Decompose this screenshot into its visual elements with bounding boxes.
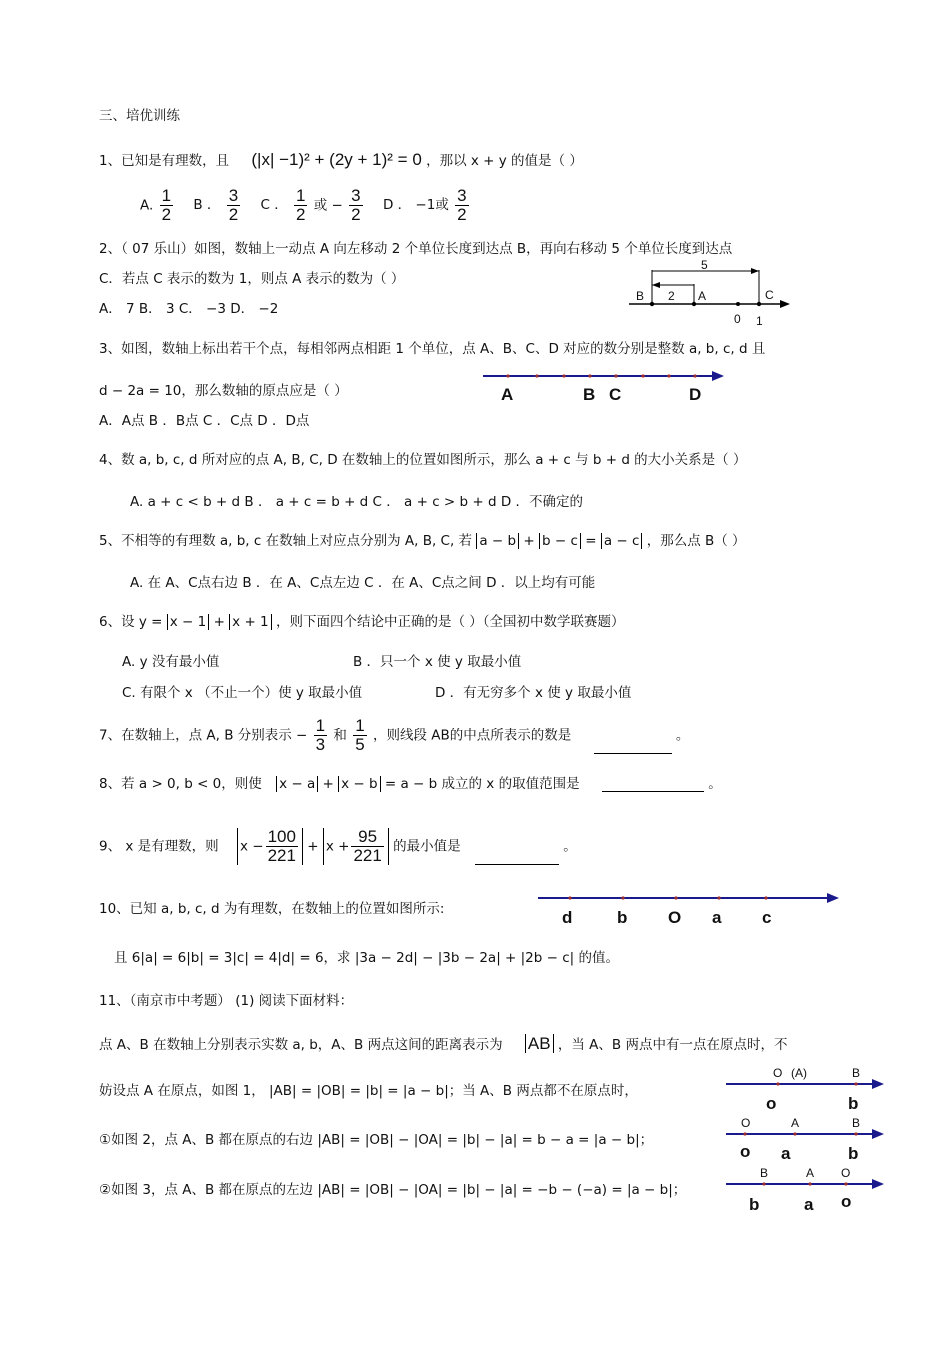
q2-fig-label-1: 1 [756, 314, 763, 328]
q1-opt-a-fraction: $\frac{1}{2}$ [161, 186, 172, 224]
q11-fig1-top-O: O [773, 1066, 783, 1080]
q1-num: 1、已知是有理数，且 [99, 153, 230, 169]
q5-eq: = [585, 533, 597, 549]
q6-plus: + [213, 614, 225, 630]
q7-tail: ，则线段 AB的中点所表示的数是 [372, 727, 572, 744]
q11-fig3-line [726, 1179, 884, 1189]
q1-opt-d-fraction: $\frac{3}{2}$ [457, 186, 467, 224]
q9-head: 9、 x 是有理数，则 [99, 838, 219, 855]
q6-option-c: C. 有限个 x （不止一个）使 y 取最小值 [122, 685, 363, 701]
q9-x1: x − [239, 838, 264, 855]
q5-abs2: b − c [539, 533, 581, 549]
q2-fig-label-0: 0 [734, 312, 741, 326]
q8-head: 8、若 a > 0, b < 0，则使 [99, 776, 262, 792]
q5-text-b: ，那么点 B（ ） [646, 533, 746, 549]
q3-fig-label-B: B [583, 385, 596, 404]
q1-opt-c-fraction2: $\frac{3}{2}$ [351, 186, 361, 224]
q11-line2-text-a: 点 A、B 在数轴上分别表示实数 a, b，A、B 两点这间的距离表示为 [99, 1037, 503, 1053]
q11-fig2-top-B: B [852, 1116, 861, 1130]
q11-line2-text-b: ，当 A、B 两点中有一点在原点时，不 [557, 1037, 788, 1053]
q1-tail: ，那以 x + y 的值是（ ） [426, 153, 583, 169]
q2-line2: C．若点 C 表示的数为 1，则点 A 表示的数为（ ） [99, 271, 405, 287]
q5-abs3: a − c [601, 533, 643, 549]
q11-fig2-bot-a: a [781, 1144, 791, 1163]
q3-fig-label-A: A [501, 385, 514, 404]
q11-fig2-top-A: A [791, 1116, 800, 1130]
q2-fig-label-B: B [636, 289, 645, 303]
q11-fig2-bot-b: b [848, 1144, 859, 1163]
q6-option-a: A. y 没有最小值 [122, 654, 220, 670]
q7-and: 和 [333, 727, 347, 744]
q9-fraction1: $\frac{100}{221}$ [267, 827, 296, 865]
q10-fig-label-O: O [668, 908, 682, 927]
q10-fig-label-b: b [617, 908, 628, 927]
q11-ab-abs: AB [525, 1034, 554, 1053]
q1-opt-c-fraction1: $\frac{1}{2}$ [296, 186, 306, 224]
q6-abs2: x + 1 [229, 614, 271, 630]
q11-line5: ②如图 3，点 A、B 都在原点的左边 |AB| = |OB| − |OA| = |b| − |a| = −b − (−a) = |a − b|； [99, 1182, 687, 1198]
q8-plus: + [322, 776, 334, 792]
q8-tail: = a − b 成立的 x 的取值范围是 [384, 776, 580, 792]
q11-fig3-bot-o: o [841, 1192, 852, 1211]
q8-abs1: x − a [276, 776, 318, 792]
q8-abs2: x − b [338, 776, 380, 792]
q10-fig-label-c: c [762, 908, 772, 927]
q11-fig2-line [726, 1129, 884, 1139]
q11-fig3-top-B: B [760, 1166, 769, 1180]
q1-opt-c-or: 或 − [313, 197, 343, 214]
q11-line4: ①如图 2，点 A、B 都在原点的右边 |AB| = |OB| − |OA| = |b| − |a| = b − a = |a − b|； [99, 1132, 654, 1148]
q4-line1: 4、数 a, b, c, d 所对应的点 A, B, C, D 在数轴上的位置如图所示，那么 a + c 与 b + d 的大小关系是（ ） [99, 452, 747, 468]
q3-fig-label-C: C [609, 385, 622, 404]
q11-fig1-bot-b: b [848, 1094, 859, 1113]
q4-options: A. a + c < b + d B ． a + c = b + d C ． a + c > b + d D ．不确定的 [130, 494, 584, 510]
q9-plus: + [307, 838, 319, 855]
q2-fig-label-5: 5 [701, 258, 708, 272]
q1-opt-c-label: C ． [260, 197, 288, 214]
q10-fig-label-a: a [712, 908, 722, 927]
q7-fraction1: $\frac{1}{3}$ [315, 716, 326, 754]
q3-number-line [483, 371, 724, 381]
q3-options: A．A点 B ．B点 C ．C点 D ．D点 [99, 413, 310, 429]
q1-expr: (|x| −1)² + (2y + 1)² = 0 [251, 150, 422, 169]
q7-end: 。 [675, 727, 690, 744]
q1-opt-a-label: A. [140, 197, 154, 214]
q10-line2: 且 6|a| = 6|b| = 3|c| = 4|d| = 6，求 |3a − 2d| − |3b − 2a| + |2b − c| 的值。 [114, 950, 619, 966]
q11-fig2-top-O: O [741, 1116, 751, 1130]
q6-option-d: D ．有无穷多个 x 使 y 取最小值 [435, 685, 632, 701]
q11-fig3-top-O: O [841, 1166, 851, 1180]
q11-line3: 妨设点 A 在原点，如图 1， |AB| = |OB| = |b| = |a − b|；当 A、B 两点都不在原点时， [99, 1083, 638, 1099]
q3-line1: 3、如图，数轴上标出若干个点，每相邻两点相距 1 个单位，点 A、B、C、D 对应的数分别是整数 a, b, c, d 且 [99, 341, 766, 357]
q11-line1: 11、（南京市中考题） (1) 阅读下面材料： [99, 993, 354, 1009]
q2-fig-label-2: 2 [668, 289, 675, 303]
q11-fig1-line [726, 1079, 884, 1089]
section-title: 三、培优训练 [99, 108, 180, 124]
q5-abs1: a − b [476, 533, 519, 549]
q9-fraction2: $\frac{95}{221}$ [353, 827, 382, 865]
q1-opt-b-fraction: $\frac{3}{2}$ [228, 186, 239, 224]
q1-opt-d-label: D ． −1或 [382, 197, 449, 214]
q2-options: A． 7 B． 3 C． −3 D． −2 [99, 301, 279, 317]
q5-text-a: 5、不相等的有理数 a, b, c 在数轴上对应点分别为 A, B, C, 若 [99, 533, 473, 549]
q3-line2: d − 2a = 10，那么数轴的原点应是（ ） [99, 383, 348, 399]
q6-abs1: x − 1 [167, 614, 209, 630]
q5-plus: + [523, 533, 535, 549]
q2-fig-label-A: A [698, 289, 707, 303]
q6-option-b: B ．只一个 x 使 y 取最小值 [353, 654, 522, 670]
q7-head: 7、在数轴上，点 A, B 分别表示 − [99, 727, 308, 744]
q11-fig3-top-A: A [806, 1166, 815, 1180]
q11-fig3-bot-b: b [749, 1195, 760, 1214]
q11-fig2-bot-o: o [740, 1142, 751, 1161]
q11-fig1-top-B: B [852, 1066, 861, 1080]
q8-end: 。 [708, 776, 722, 792]
q1-opt-b-label: B ． [193, 197, 221, 214]
q11-fig3-bot-a: a [804, 1195, 814, 1214]
q7-fraction2: $\frac{1}{5}$ [355, 716, 365, 754]
q6-text-a: 6、设 y = [99, 614, 163, 630]
q6-text-b: ，则下面四个结论中正确的是（ ）（全国初中数学联赛题） [275, 614, 625, 630]
q11-fig1-bot-o: o [766, 1094, 777, 1113]
q9-x2: x + [325, 838, 350, 855]
q2-line1: 2、（ 07 乐山）如图，数轴上一动点 A 向左移动 2 个单位长度到达点 B，再向右移动 5 个单位长度到达点 [99, 241, 733, 257]
q2-fig-label-C: C [765, 288, 774, 302]
q10-fig-label-d: d [562, 908, 573, 927]
q5-options: A. 在 A、C点右边 B ．在 A、C点左边 C ．在 A、C点之间 D ．以上均有可能 [130, 575, 596, 591]
q9-end: 。 [563, 838, 577, 855]
q11-fig1-top-A: (A) [791, 1066, 807, 1080]
q10-number-line [538, 893, 839, 903]
q9-tail: 的最小值是 [393, 838, 461, 855]
q3-fig-label-D: D [689, 385, 702, 404]
q10-line1: 10、已知 a, b, c, d 为有理数，在数轴上的位置如图所示: [99, 901, 445, 917]
